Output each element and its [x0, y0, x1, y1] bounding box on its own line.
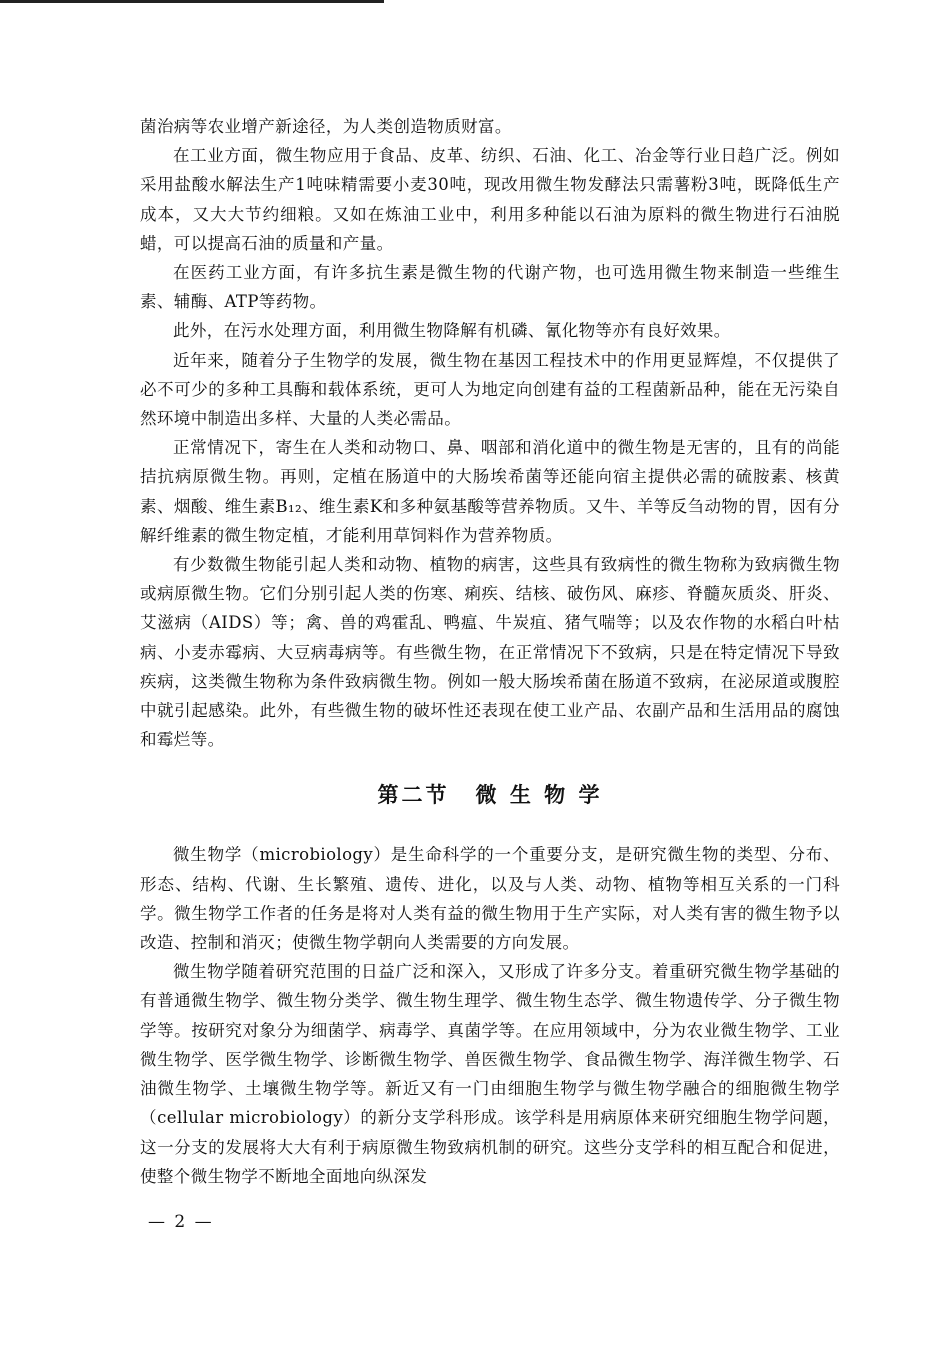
section-heading: [140, 778, 840, 812]
top-rule: [0, 0, 384, 3]
paragraph-top-1: 在工业方面，微生物应用于食品、皮革、纺织、石油、化工、冶金等行业日趋广泛。例如采用盐酸水解法生产1吨味精需要小麦30吨，现改用微生物发酵法只需薯粉3吨，既降低生产成本，又大大节约细粮。又如在炼油工业中，利用多种能以石油为原料的微生物进行石油脱蜡，可以提高石油的质量和产量。: [140, 146, 840, 253]
section-title: 微 生 物 学: [475, 782, 603, 808]
section-number: 第二节: [377, 782, 450, 808]
paragraph-bottom-0: 微生物学（microbiology）是生命科学的一个重要分支，是研究微生物的类型、分布、形态、结构、代谢、生长繁殖、遗传、进化，以及与人类、动物、植物等相互关系的一门科学。微生物学工作者的任务是将对人类有益的微生物用于生产实际，对人类有害的微生物予以改造、控制和消灭；使微生物学朝向人类需要的方向发展。: [140, 845, 840, 953]
paragraph-top-5: 正常情况下，寄生在人类和动物口、鼻、咽部和消化道中的微生物是无害的，且有的尚能拮抗病原微生物。再则，定植在肠道中的大肠埃希菌等还能向宿主提供必需的硫胺素、核黄素、烟酸、维生素B₁₂、维生素K和多种氨基酸等营养物质。又牛、羊等反刍动物的胃，因有分解纤维素的微生物定植，才能利用草饲料作为营养物质。: [140, 438, 840, 545]
page-number: — 2 —: [148, 1212, 214, 1232]
paragraph-top-0: 菌治病等农业增产新途径，为人类创造物质财富。: [140, 117, 512, 136]
paragraph-top-6: 有少数微生物能引起人类和动物、植物的病害，这些具有致病性的微生物称为致病微生物或病原微生物。它们分别引起人类的伤寒、痢疾、结核、破伤风、麻疹、脊髓灰质炎、肝炎、艾滋病（AIDS）等；禽、兽的鸡霍乱、鸭瘟、牛炭疽、猪气喘等；以及农作物的水稻白叶枯病、小麦赤霉病、大豆病毒病等。有些微生物，在正常情况下不致病，只是在特定情况下导致疾病，这类微生物称为条件致病微生物。例如一般大肠埃希菌在肠道不致病，在泌尿道或腹腔中就引起感染。此外，有些微生物的破坏性还表现在使工业产品、农副产品和生活用品的腐蚀和霉烂等。: [140, 555, 840, 750]
paragraph-top-4: 近年来，随着分子生物学的发展，微生物在基因工程技术中的作用更显辉煌，不仅提供了必不可少的多种工具酶和载体系统，更可人为地定向创建有益的工程菌新品种，能在无污染自然环境中制造出多样、大量的人类必需品。: [140, 350, 840, 429]
paragraphs-bottom: [140, 840, 840, 1190]
paragraph-top-3: 此外，在污水处理方面，利用微生物降解有机磷、氰化物等亦有良好效果。: [173, 321, 731, 341]
paragraphs-top: [140, 112, 840, 754]
paragraph-top-2: 在医药工业方面，有许多抗生素是微生物的代谢产物，也可选用微生物来制造一些维生素、辅酶、ATP等药物。: [140, 263, 840, 312]
paragraph-bottom-1: 微生物学随着研究范围的日益广泛和深入，又形成了许多分支。着重研究微生物学基础的有普通微生物学、微生物分类学、微生物生理学、微生物生态学、微生物遗传学、分子微生物学等。按研究对象分为细菌学、病毒学、真菌学等。在应用领域中，分为农业微生物学、工业微生物学、医学微生物学、诊断微生物学、兽医微生物学、食品微生物学、海洋微生物学、石油微生物学、土壤微生物学等。新近又有一门由细胞生物学与微生物学融合的细胞微生物学（cellular microbiology）的新分支学科形成。该学科是用病原体来研究细胞生物学问题，这一分支的发展将大大有利于病原微生物致病机制的研究。这些分支学科的相互配合和促进，使整个微生物学不断地全面地向纵深发: [140, 962, 840, 1186]
page-body: [140, 112, 840, 1191]
